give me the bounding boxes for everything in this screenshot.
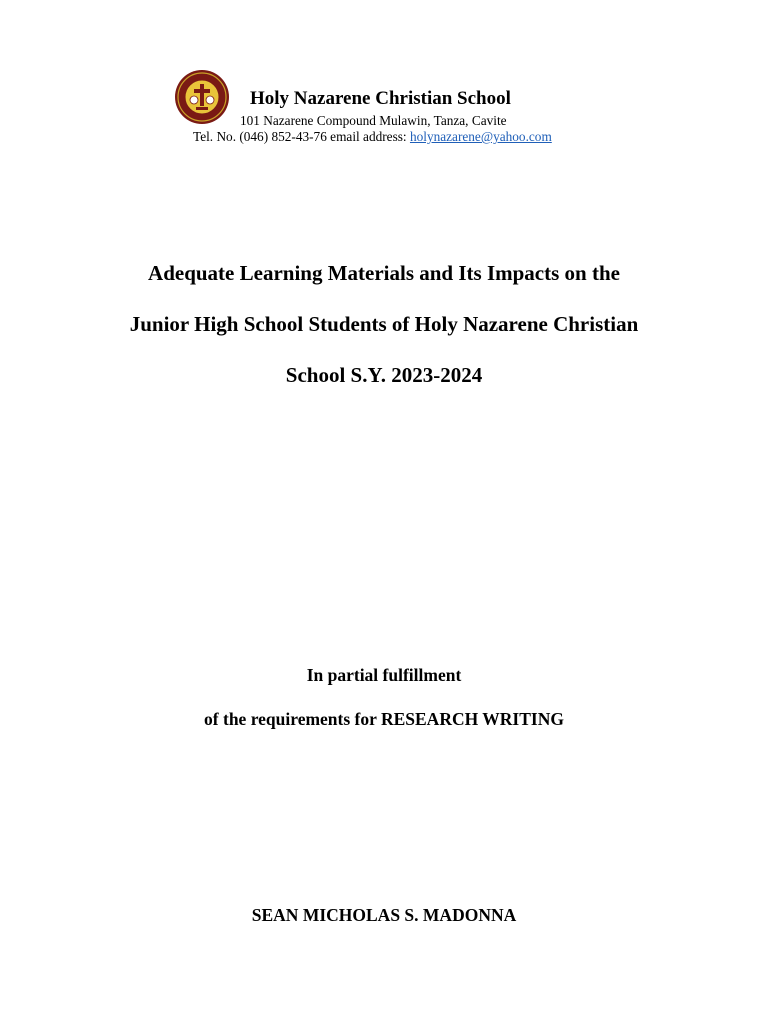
school-name: Holy Nazarene Christian School xyxy=(250,88,511,109)
title-line-2: Junior High School Students of Holy Nazarene Christian xyxy=(129,312,639,336)
author-name: SEAN MICHOLAS S. MADONNA xyxy=(251,905,517,925)
school-address: 101 Nazarene Compound Mulawin, Tanza, Cavite xyxy=(240,113,507,128)
contact-line xyxy=(193,129,552,145)
title-line-1: Adequate Learning Materials and Its Impacts on the xyxy=(148,261,620,285)
school-seal-logo xyxy=(173,69,231,125)
fulfillment-line-2: of the requirements for RESEARCH WRITING xyxy=(204,709,564,729)
contact-prefix: Tel. No. (046) 852-43-76 email address: xyxy=(193,129,410,144)
fulfillment-line-1: In partial fulfillment xyxy=(306,665,462,685)
email-link[interactable]: holynazarene@yahoo.com xyxy=(409,129,552,144)
title-line-3: School S.Y. 2023-2024 xyxy=(285,363,483,387)
